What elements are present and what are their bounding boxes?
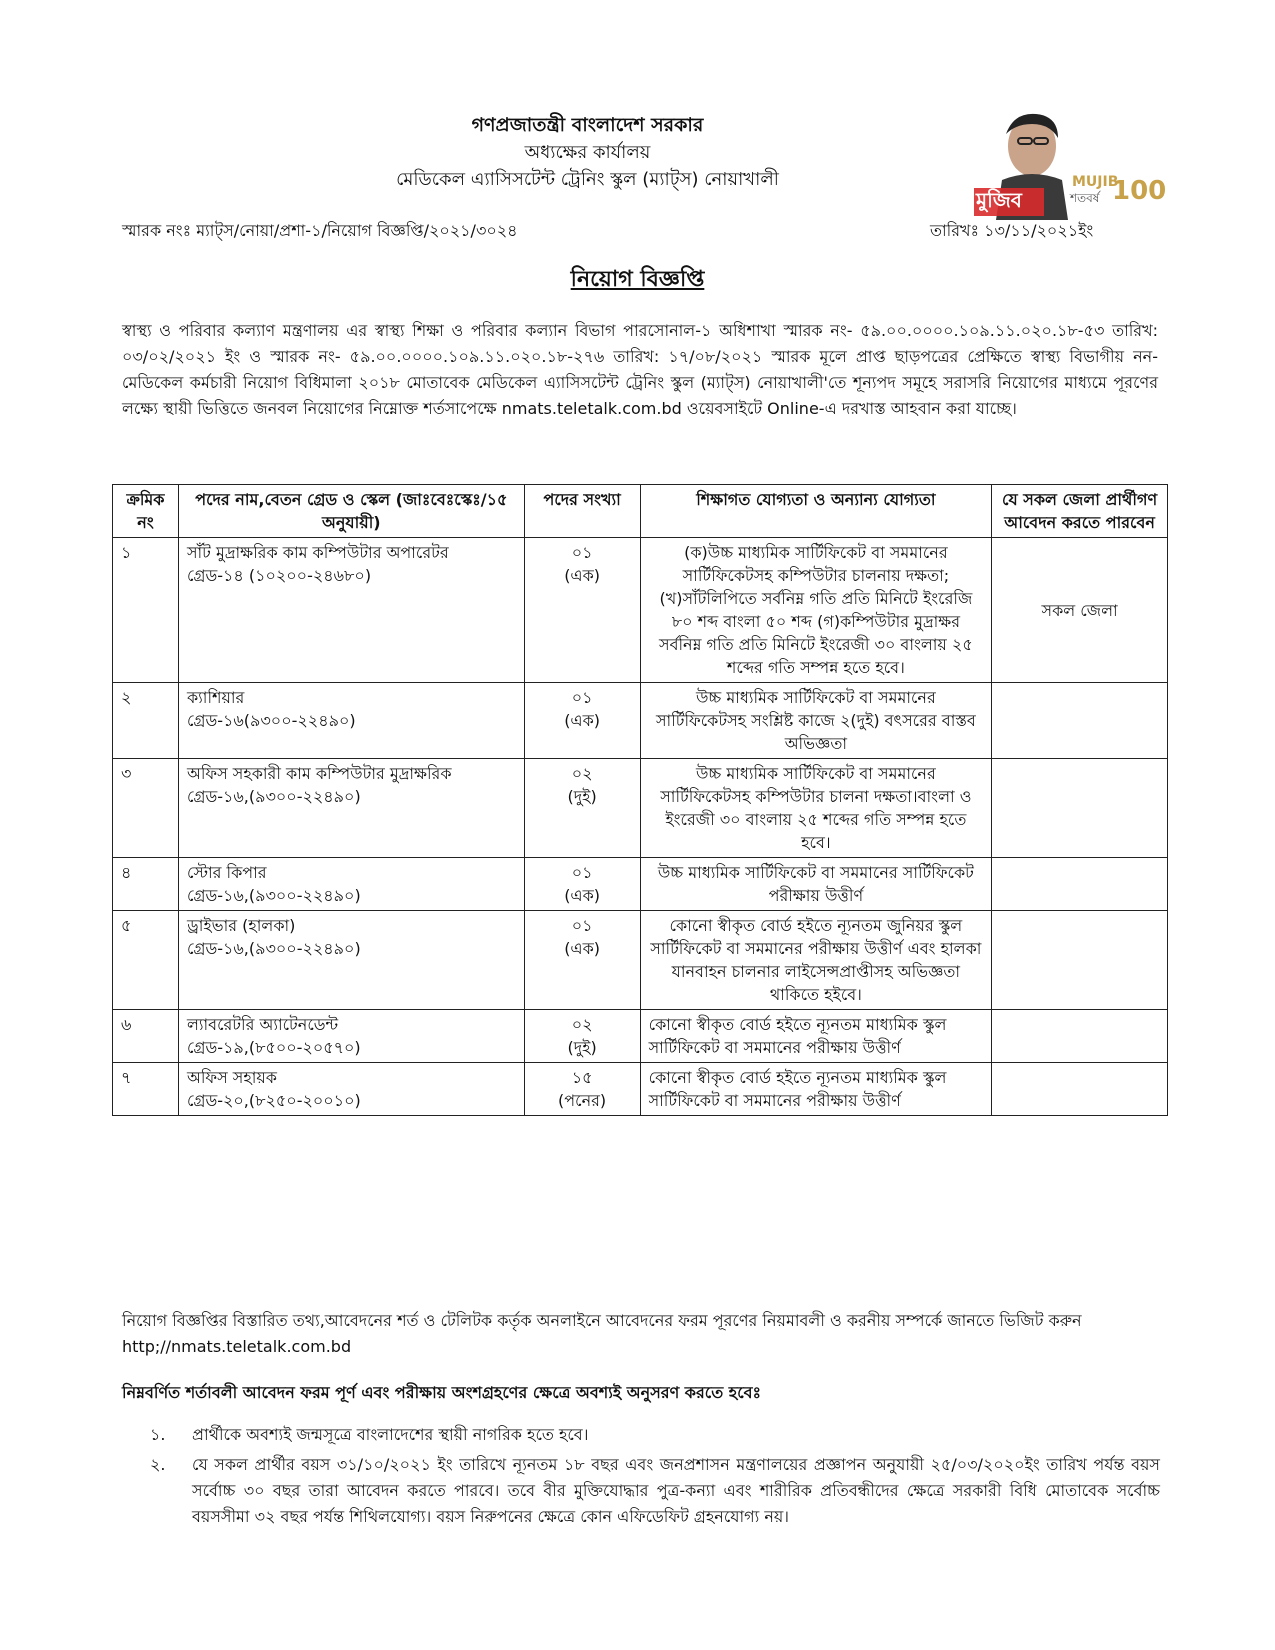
count-word: (এক) [564, 886, 601, 905]
logo-number: 100 [1112, 176, 1167, 206]
count-word: (এক) [564, 566, 601, 585]
post-grade: গ্রেড-১৬,(৯৩০০-২২৪৯০) [186, 939, 361, 958]
post-grade: গ্রেড-২০,(৮২৫০-২০০১০) [186, 1091, 361, 1110]
conditions-list [150, 1422, 1160, 1534]
district-cell: সকল জেলা [992, 538, 1168, 683]
table-header-row [113, 485, 1168, 538]
table-row [113, 538, 1168, 683]
table-row [113, 858, 1168, 911]
count-cell [524, 911, 640, 1010]
list-item [150, 1452, 1160, 1530]
count-cell [524, 759, 640, 858]
count-number: ০২ [571, 1015, 593, 1034]
logo-text-sub: শতবর্ষ [1070, 191, 1100, 205]
logo-text-en: MUJIB [1072, 174, 1119, 190]
post-cell [178, 858, 524, 911]
serial-cell: ৬ [113, 1010, 179, 1063]
condition-text: যে সকল প্রার্থীর বয়স ৩১/১০/২০২১ ইং তারিখে ন্যূনতম ১৮ বছর এবং জনপ্রশাসন মন্ত্রণালয়ের প্রজ্ঞাপন অনুযায়ী ২৫/০৩/২০২০ইং তারিখ পর্যন্ত বয়স সর্বোচ্চ ৩০ বছর তারা আবেদন করতে পারবে। তবে বীর মুক্তিযোদ্ধার পুত্র-কন্যা এবং শারীরিক প্রতিবন্ধীদের ক্ষেত্রে সরকারী বিধি মোতাবেক সর্বোচ্চ বয়সসীমা ৩২ বছর পর্যন্ত শিথিলযোগ্য। বয়স নিরুপনের ক্ষেত্রে কোন এফিডেফিট গ্রহনযোগ্য নয়। [192, 1455, 1160, 1526]
table-row [113, 1063, 1168, 1116]
condition-number: ১. [150, 1425, 166, 1444]
post-cell [178, 538, 524, 683]
count-number: ০২ [571, 764, 593, 783]
serial-cell: ১ [113, 538, 179, 683]
serial-cell: ২ [113, 683, 179, 759]
header-post: পদের নাম,বেতন গ্রেড ও স্কেল (জাঃবেঃস্কেঃ/১৫ অনুযায়ী) [178, 485, 524, 538]
post-grade: গ্রেড-১৬,(৯৩০০-২২৪৯০) [186, 886, 361, 905]
district-cell [992, 759, 1168, 858]
qualification-cell: কোনো স্বীকৃত বোর্ড হইতে ন্যূনতম মাধ্যমিক স্কুল সার্টিফিকেট বা সমমানের পরীক্ষায় উত্তীর্ণ [640, 1010, 992, 1063]
condition-text: প্রার্থীকে অবশ্যই জন্মসূত্রে বাংলাদেশের স্থায়ী নাগরিক হতে হবে। [192, 1425, 589, 1444]
header-count: পদের সংখ্যা [524, 485, 640, 538]
district-cell [992, 1063, 1168, 1116]
post-cell [178, 911, 524, 1010]
post-name: সাঁট মুদ্রাক্ষরিক কাম কম্পিউটার অপারেটর [186, 543, 449, 562]
serial-cell: ৭ [113, 1063, 179, 1116]
post-cell [178, 759, 524, 858]
count-number: ০১ [571, 543, 593, 562]
table-row [113, 911, 1168, 1010]
vacancy-table [112, 484, 1168, 1116]
qualification-cell: কোনো স্বীকৃত বোর্ড হইতে ন্যূনতম জুনিয়র স্কুল সার্টিফিকেট বা সমমানের পরীক্ষায় উত্তীর্ণ এবং হালকা যানবাহন চালনার লাইসেন্সপ্রাপ্তীসহ অভিজ্ঞতা থাকিতে হইবে। [640, 911, 992, 1010]
table-row [113, 759, 1168, 858]
institution-name: মেডিকেল এ্যাসিসটেন্ট ট্রেনিং স্কুল (ম্যাট্স) নোয়াখালী [396, 169, 779, 190]
count-number: ০১ [571, 688, 593, 707]
qualification-cell: (ক)উচ্চ মাধ্যমিক সার্টিফিকেট বা সমমানের সার্টিফিকেটসহ কম্পিউটার চালনায় দক্ষতা;(খ)সাঁটলিপিতে সর্বনিম্ন গতি প্রতি মিনিটে ইংরেজি ৮০ শব্দ বাংলা ৫০ শব্দ (গ)কম্পিউটার মুদ্রাক্ষর সর্বনিম্ন গতি প্রতি মিনিটে ইংরেজী ৩০ বাংলায় ২৫ শব্দের গতি সম্পন্ন হতে হবে। [640, 538, 992, 683]
list-item [150, 1422, 1160, 1448]
count-word: (পনের) [558, 1091, 607, 1110]
district-cell [992, 911, 1168, 1010]
page-title [0, 262, 1275, 299]
count-word: (এক) [564, 939, 601, 958]
post-name: ক্যাশিয়ার [186, 688, 245, 707]
website-note: নিয়োগ বিজ্ঞপ্তির বিস্তারিত তথ্য,আবেদনের শর্ত ও টেলিটক কর্তৃক অনলাইনে আবেদনের ফরম পূরণের নিয়মাবলী ও করনীয় সম্পর্কে জানতে ভিজিট করুন http;//nmats.teletalk.com.bd [122, 1311, 1082, 1356]
post-cell [178, 683, 524, 759]
district-cell [992, 858, 1168, 911]
count-number: ০১ [571, 863, 593, 882]
memo-date: তারিখঃ ১৩/১১/২০২১ইং [930, 221, 1094, 240]
post-cell [178, 1063, 524, 1116]
qualification-cell: উচ্চ মাধ্যমিক সার্টিফিকেট বা সমমানের সার্টিফিকেটসহ কম্পিউটার চালনা দক্ষতা।বাংলা ও ইংরেজী ৩০ বাংলায় ২৫ শব্দের গতি সম্পন্ন হতে হবে। [640, 759, 992, 858]
header-district: যে সকল জেলা প্রার্থীগণ আবেদন করতে পারবেন [992, 485, 1168, 538]
condition-number: ২. [150, 1455, 166, 1474]
district-cell [992, 683, 1168, 759]
post-grade: গ্রেড-১৬(৯৩০০-২২৪৯০) [186, 711, 356, 730]
letterhead [300, 112, 875, 193]
logo-text-bn: মুজিব [976, 188, 1022, 212]
header-qualification: শিক্ষাগত যোগ্যতা ও অন্যান্য যোগ্যতা [640, 485, 992, 538]
qualification-cell: কোনো স্বীকৃত বোর্ড হইতে ন্যূনতম মাধ্যমিক স্কুল সার্টিফিকেট বা সমমানের পরীক্ষায় উত্তীর্ণ [640, 1063, 992, 1116]
count-word: (দুই) [567, 787, 597, 806]
post-name: ড্রাইভার (হালকা) [186, 916, 296, 935]
post-name: অফিস সহকারী কাম কম্পিউটার মুদ্রাক্ষরিক [186, 764, 452, 783]
serial-cell: ৫ [113, 911, 179, 1010]
count-cell [524, 858, 640, 911]
office-name: অধ্যক্ষের কার্যালয় [524, 142, 651, 163]
post-grade: গ্রেড-১৯,(৮৫০০-২০৫৭০) [186, 1038, 361, 1057]
mujib-100-logo [962, 108, 1170, 220]
serial-cell: ৩ [113, 759, 179, 858]
post-name: অফিস সহায়ক [186, 1068, 277, 1087]
count-cell [524, 1010, 640, 1063]
count-cell [524, 683, 640, 759]
memo-number: স্মারক নংঃ ম্যাট্স/নোয়া/প্রশা-১/নিয়োগ বিজ্ঞপ্তি/২০২১/৩০২৪ [122, 221, 518, 240]
serial-cell: ৪ [113, 858, 179, 911]
count-number: ১৫ [571, 1068, 593, 1087]
conditions-heading: নিম্নবর্ণিত শর্তাবলী আবেদন ফরম পূর্ণ এবং পরীক্ষায় অংশগ্রহণের ক্ষেত্রে অবশ্যই অনুসরণ করতে হবেঃ [122, 1383, 762, 1402]
post-cell [178, 1010, 524, 1063]
count-number: ০১ [571, 916, 593, 935]
qualification-cell: উচ্চ মাধ্যমিক সার্টিফিকেট বা সমমানের সার্টিফিকেট পরীক্ষায় উত্তীর্ণ [640, 858, 992, 911]
post-name: স্টোর কিপার [186, 863, 267, 882]
header-serial: ক্রমিক নং [113, 485, 179, 538]
table-row [113, 683, 1168, 759]
table-row [113, 1010, 1168, 1063]
count-word: (এক) [564, 711, 601, 730]
post-name: ল্যাবরেটরি অ্যাটেনডেন্ট [186, 1015, 339, 1034]
post-grade: গ্রেড-১৪ (১০২০০-২৪৬৮০) [186, 566, 372, 585]
count-cell [524, 538, 640, 683]
page-title-text: নিয়োগ বিজ্ঞপ্তি [570, 267, 705, 292]
intro-paragraph: স্বাস্থ্য ও পরিবার কল্যাণ মন্ত্রণালয় এর স্বাস্থ্য শিক্ষা ও পরিবার কল্যান বিভাগ পারসোনাল-১ অধিশাখা স্মারক নং- ৫৯.০০.০০০০.১০৯.১১.০২০.১৮-৫৩ তারিখ: ০৩/০২/২০২১ ইং ও স্মারক নং- ৫৯.০০.০০০০.১০৯.১১.০২০.১৮-২৭৬ তারিখ: ১৭/০৮/২০২১ স্মারক মূলে প্রাপ্ত ছাড়পত্রের প্রেক্ষিতে স্বাস্থ্য বিভাগীয় নন-মেডিকেল কর্মচারী নিয়োগ বিধিমালা ২০১৮ মোতাবেক মেডিকেল এ্যাসিসটেন্ট ট্রেনিং স্কুল (ম্যাট্স) নোয়াখালী'তে শূন্যপদ সমূহে সরাসরি নিয়োগের মাধ্যমে পূরণের লক্ষ্যে স্থায়ী ভিত্তিতে জনবল নিয়োগের নিম্নোক্ত শর্তসাপেক্ষে nmats.teletalk.com.bd ওয়েবসাইটে Online-এ দরখাস্ত আহবান করা যাচ্ছে। [122, 321, 1158, 418]
count-cell [524, 1063, 640, 1116]
government-name: গণপ্রজাতন্ত্রী বাংলাদেশ সরকার [471, 114, 704, 136]
post-grade: গ্রেড-১৬,(৯৩০০-২২৪৯০) [186, 787, 361, 806]
count-word: (দুই) [567, 1038, 597, 1057]
district-cell [992, 1010, 1168, 1063]
qualification-cell: উচ্চ মাধ্যমিক সার্টিফিকেট বা সমমানের সার্টিফিকেটসহ সংশ্লিষ্ট কাজে ২(দুই) বৎসরের বাস্তব অভিজ্ঞতা [640, 683, 992, 759]
